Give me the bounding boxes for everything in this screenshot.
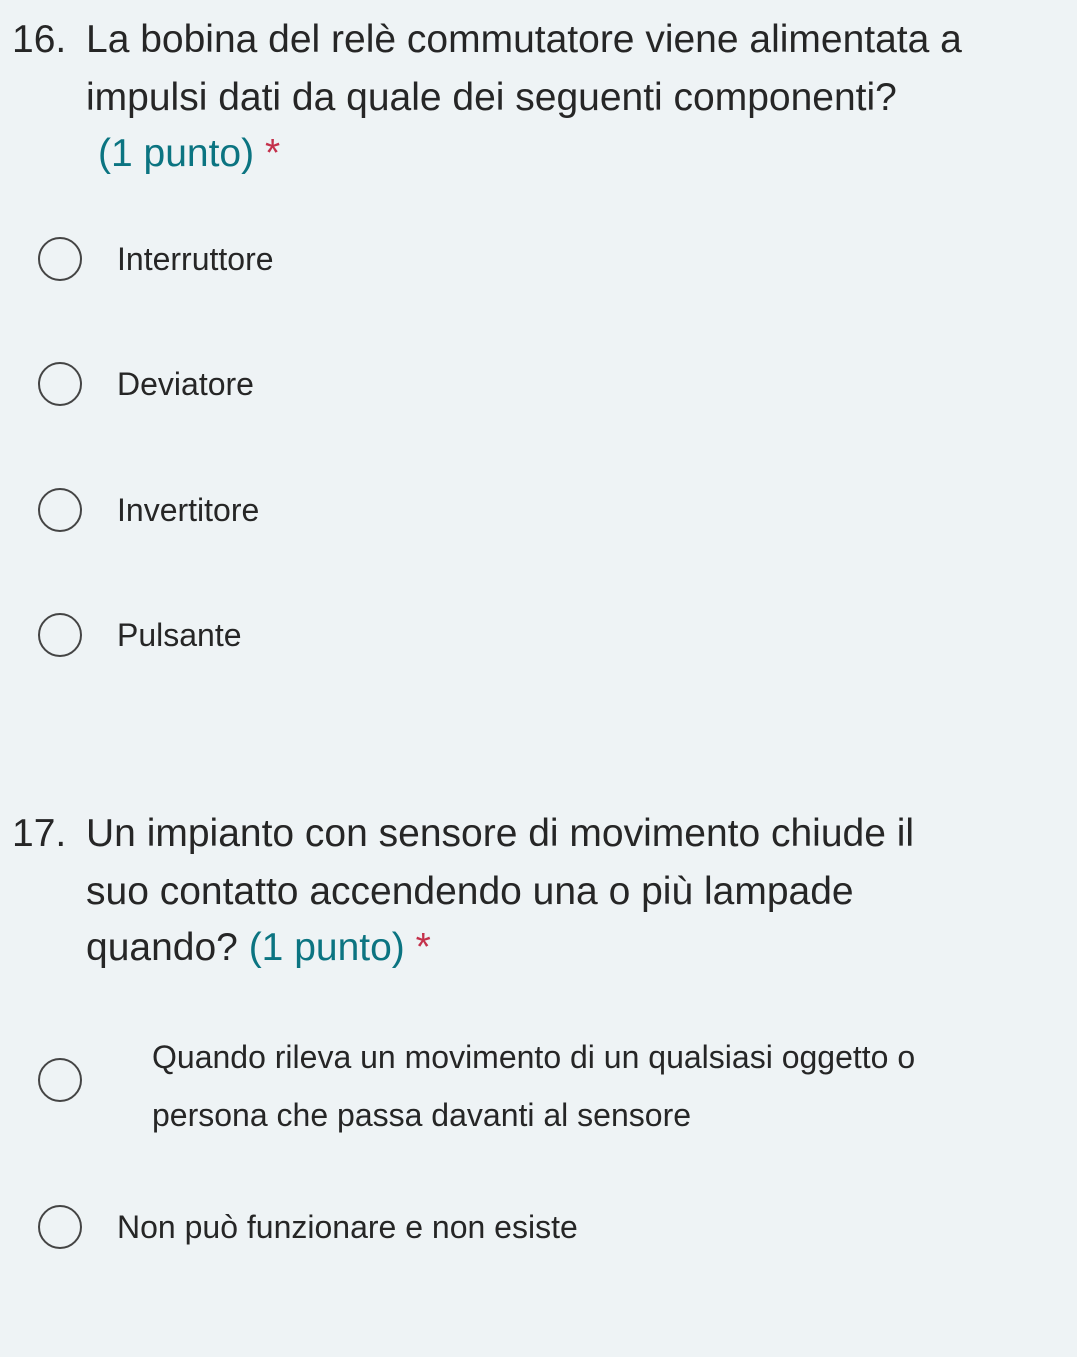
option-movimento[interactable] — [38, 1039, 916, 1133]
radio-button[interactable] — [38, 613, 82, 657]
radio-button[interactable] — [38, 237, 82, 281]
option-label-line-1[interactable]: Quando rileva un movimento di un qualsiasi oggetto o — [152, 1039, 916, 1075]
radio-button[interactable] — [38, 1205, 82, 1249]
option-label[interactable]: Non può funzionare e non esiste — [117, 1209, 578, 1245]
required-asterisk: * — [415, 926, 431, 969]
option-non-esiste[interactable] — [38, 1198, 578, 1256]
option-deviatore[interactable] — [38, 355, 254, 413]
question-text-line-3 — [86, 920, 431, 976]
question-text-end: quando? — [86, 926, 238, 969]
option-label[interactable]: Invertitore — [117, 492, 260, 528]
question-text-line-1: La bobina del relè commutatore viene alimentata a — [86, 18, 962, 61]
option-label[interactable]: Interruttore — [117, 241, 274, 277]
question-number: 17. — [12, 812, 67, 855]
points-label: (1 punto) — [98, 132, 255, 175]
radio-button[interactable] — [38, 488, 82, 532]
radio-button[interactable] — [38, 1058, 82, 1102]
question-text-line-2: impulsi dati da quale dei seguenti componenti? — [86, 76, 897, 119]
required-asterisk: * — [264, 132, 281, 175]
question-text-line-2: suo contatto accendendo una o più lampade — [86, 870, 854, 913]
question-text-line-1: Un impianto con sensore di movimento chiude il — [86, 812, 915, 855]
question-points-line — [98, 126, 280, 182]
option-interruttore[interactable] — [38, 230, 274, 288]
option-label-line-2[interactable]: persona che passa davanti al sensore — [152, 1097, 692, 1133]
option-pulsante[interactable] — [38, 606, 242, 664]
option-invertitore[interactable] — [38, 481, 259, 539]
radio-button[interactable] — [38, 362, 82, 406]
points-label: (1 punto) — [248, 926, 405, 969]
option-label[interactable]: Deviatore — [117, 366, 254, 402]
option-label[interactable]: Pulsante — [117, 617, 242, 653]
question-number: 16. — [12, 18, 67, 61]
